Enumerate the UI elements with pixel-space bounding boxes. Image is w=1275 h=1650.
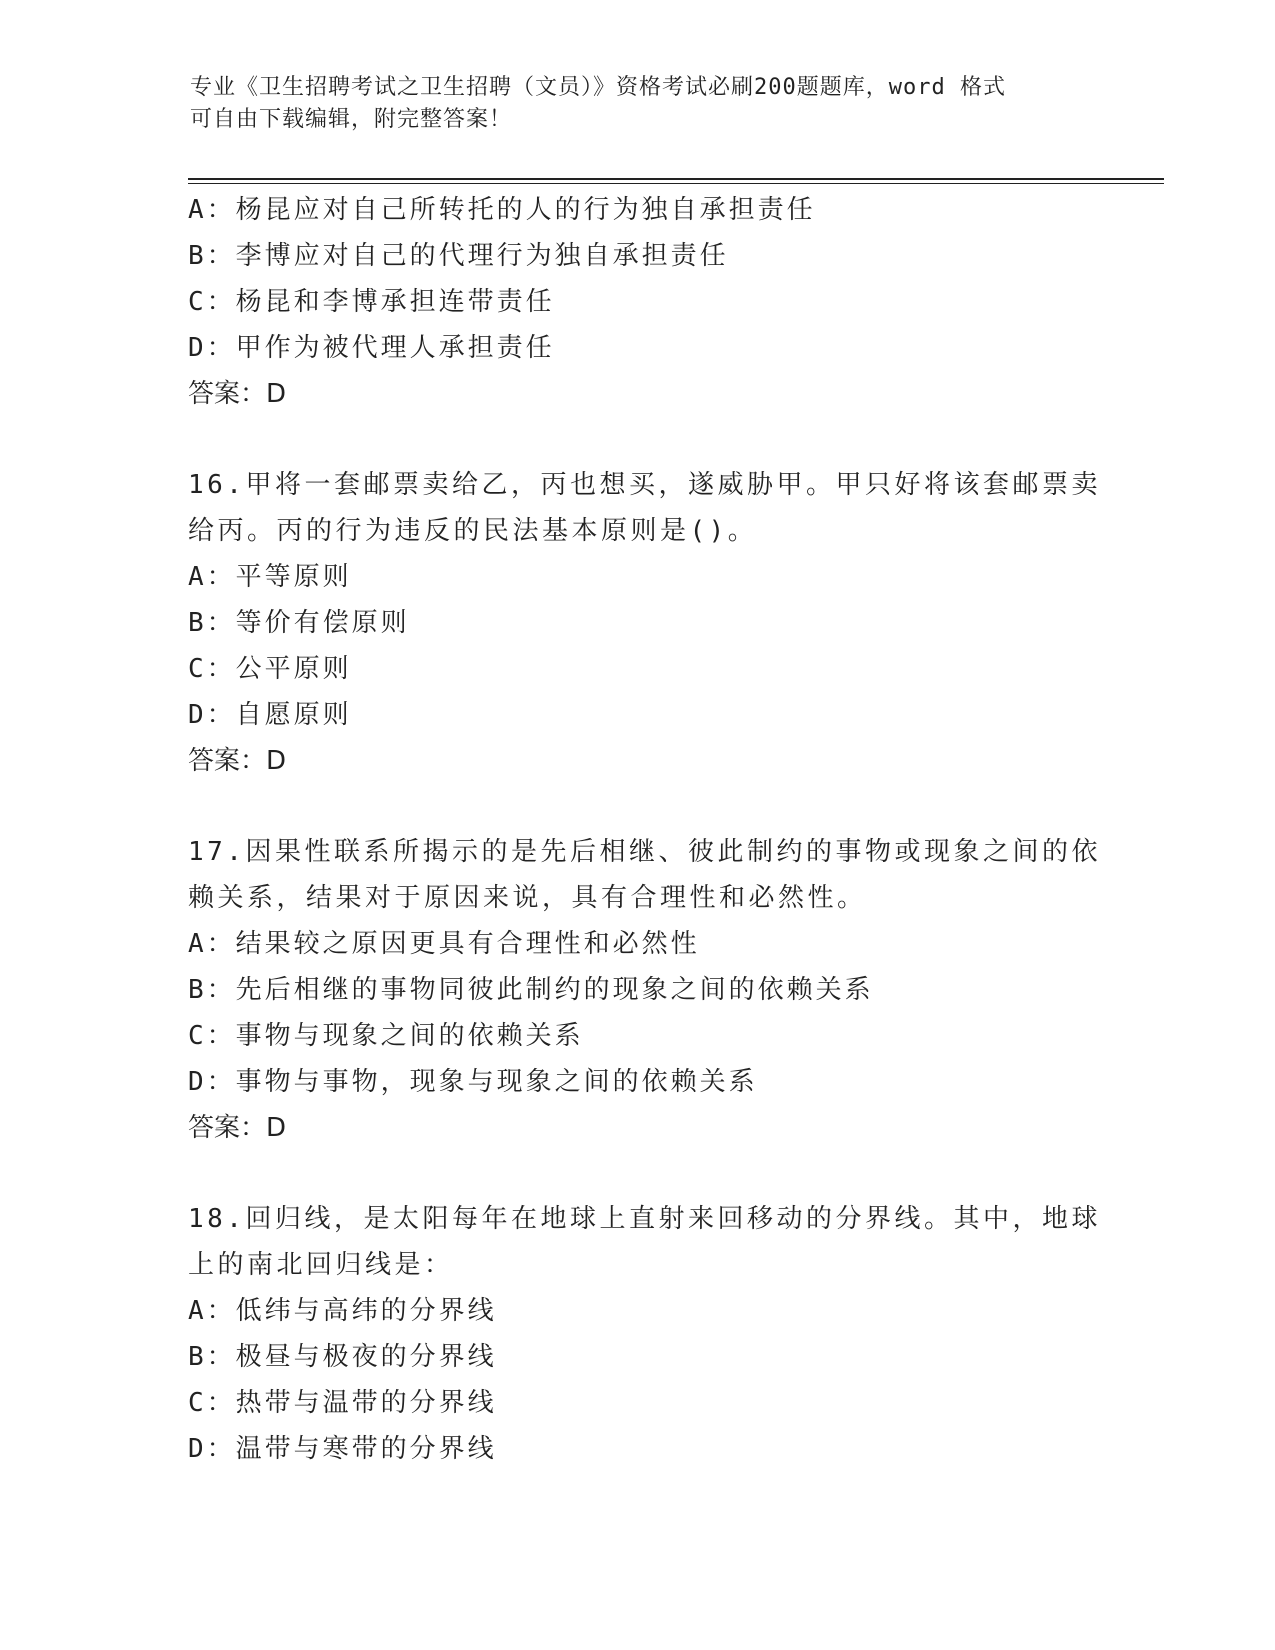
option-d: D：温带与寒带的分界线: [188, 1434, 497, 1464]
option-c: C：热带与温带的分界线: [188, 1388, 497, 1418]
question-stem-line-1: 17.因果性联系所揭示的是先后相继、彼此制约的事物或现象之间的依: [188, 837, 1101, 867]
option-b: B：等价有偿原则: [188, 608, 410, 638]
header-line-2: 可自由下载编辑，附完整答案！: [190, 107, 513, 132]
question-stem-line-1: 18.回归线，是太阳每年在地球上直射来回移动的分界线。其中，地球: [188, 1204, 1101, 1234]
option-b: B：李博应对自己的代理行为独自承担责任: [188, 241, 729, 271]
option-a: A：杨昆应对自己所转托的人的行为独自承担责任: [188, 195, 816, 225]
answer-line: 答案：D: [188, 379, 287, 409]
option-c: C：事物与现象之间的依赖关系: [188, 1021, 584, 1051]
header-line-1: 专业《卫生招聘考试之卫生招聘（文员）》资格考试必刷200题题库，word 格式: [190, 75, 1006, 100]
question-17: [188, 829, 1101, 1151]
question-15-continued: [188, 187, 1088, 417]
option-d: D：事物与事物，现象与现象之间的依赖关系: [188, 1067, 758, 1097]
option-d: D：甲作为被代理人承担责任: [188, 333, 555, 363]
question-18: [188, 1196, 1101, 1472]
question-stem-line-1: 16.甲将一套邮票卖给乙，丙也想买，遂威胁甲。甲只好将该套邮票卖: [188, 470, 1101, 500]
question-16: [188, 462, 1101, 784]
option-c: C：公平原则: [188, 654, 352, 684]
question-stem-line-2: 给丙。丙的行为违反的民法基本原则是()。: [188, 516, 758, 546]
option-a: A：结果较之原因更具有合理性和必然性: [188, 929, 700, 959]
document-header: [190, 72, 1090, 136]
question-content: [188, 187, 1101, 1472]
option-c: C：杨昆和李博承担连带责任: [188, 287, 555, 317]
answer-line: 答案：D: [188, 1113, 287, 1143]
option-a: A：低纬与高纬的分界线: [188, 1296, 497, 1326]
option-a: A：平等原则: [188, 562, 352, 592]
header-divider-thick: [188, 178, 1164, 180]
option-b: B：先后相继的事物同彼此制约的现象之间的依赖关系: [188, 975, 874, 1005]
header-divider-thin: [188, 183, 1164, 184]
answer-line: 答案：D: [188, 746, 287, 776]
question-stem-line-2: 上的南北回归线是：: [188, 1250, 454, 1280]
option-d: D：自愿原则: [188, 700, 352, 730]
option-b: B：极昼与极夜的分界线: [188, 1342, 497, 1372]
question-stem-line-2: 赖关系，结果对于原因来说，具有合理性和必然性。: [188, 883, 867, 913]
